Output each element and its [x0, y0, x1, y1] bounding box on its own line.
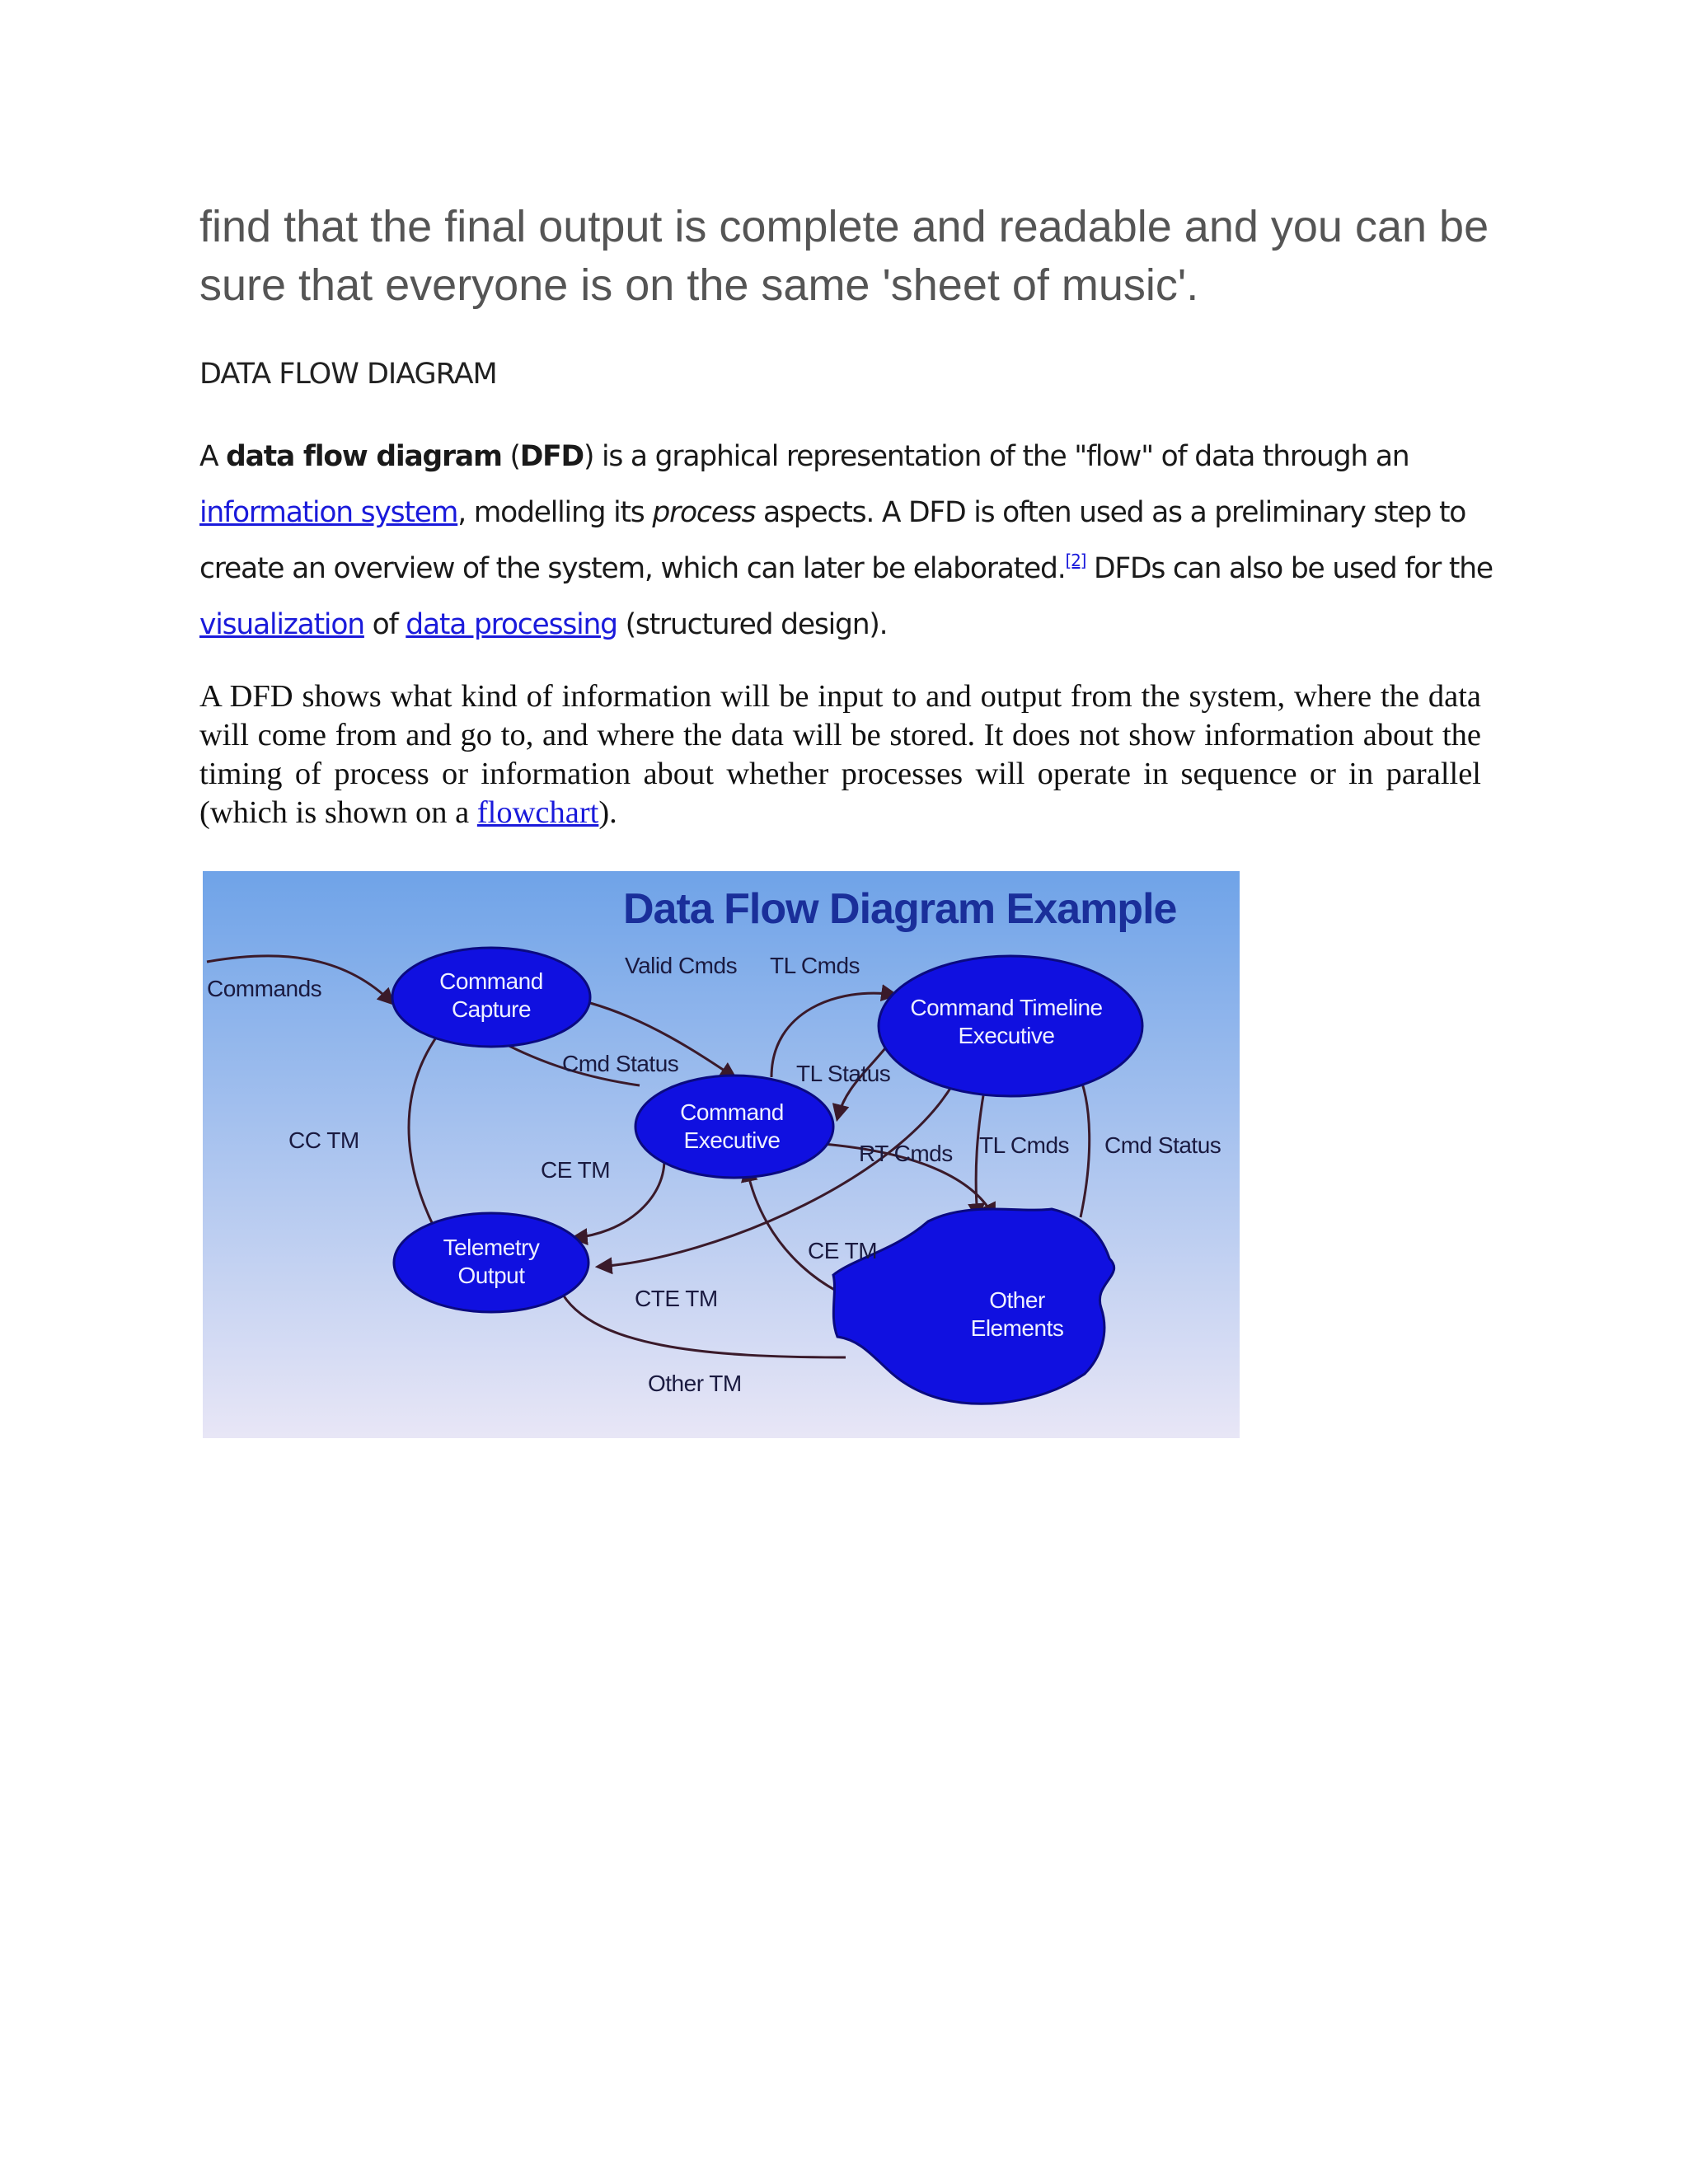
node-label-command-capture-line1: Command	[439, 968, 543, 994]
data-flow-diagram-figure	[203, 871, 1240, 1438]
node-label-command-executive-line1: Command	[680, 1099, 784, 1125]
text-run: , modelling its	[457, 496, 653, 529]
flow-label-cmd-status-right: Cmd Status	[1104, 1132, 1221, 1158]
text-run: A	[199, 440, 227, 473]
diagram-title: Data Flow Diagram Example	[623, 885, 1177, 933]
text-run: ).	[598, 795, 617, 830]
bold-abbreviation: DFD	[519, 440, 584, 473]
reference-link[interactable]: [2]	[1065, 551, 1086, 570]
node-label-telemetry-output-line2: Output	[457, 1263, 525, 1288]
link-information-system[interactable]: information system	[199, 496, 458, 529]
node-label-other-elements-line2: Elements	[970, 1315, 1064, 1341]
dfd-definition-paragraph	[199, 429, 1502, 653]
node-label-command-capture-line2: Capture	[451, 996, 532, 1022]
text-run: aspects. A DFD is often used as a preliminary step to create an overview of the system, which can later be elaborated.	[199, 496, 1466, 585]
flow-label-rt-cmds: RT Cmds	[859, 1141, 953, 1166]
lead-paragraph: find that the final output is complete and readable and you can be sure that everyone is on the same 'sheet of music'.	[199, 202, 1489, 310]
flow-label-tl-cmds-top: TL Cmds	[770, 953, 860, 978]
flow-label-tl-cmds-right: TL Cmds	[979, 1132, 1070, 1158]
bold-term: data flow diagram	[226, 440, 502, 473]
text-run: (	[501, 440, 520, 473]
link-data-processing[interactable]: data processing	[406, 608, 617, 641]
flow-label-tl-status: TL Status	[796, 1061, 891, 1086]
section-heading: DATA FLOW DIAGRAM	[199, 358, 497, 391]
flow-label-cmd-status-left: Cmd Status	[562, 1051, 679, 1076]
flow-label-valid-cmds: Valid Cmds	[625, 953, 738, 978]
flow-label-other-tm: Other TM	[648, 1371, 742, 1396]
text-run: A DFD shows what kind of information will be input to and output from the system, where the data will come from and go to, and where the data will be stored. It does not show information about the timing of process or information about whether processes will operate in sequence or in parallel (which is shown on a	[199, 679, 1481, 830]
node-label-command-executive-line2: Executive	[683, 1127, 781, 1153]
link-flowchart[interactable]: flowchart	[476, 795, 599, 830]
diagram-canvas	[203, 871, 1240, 1438]
link-visualization[interactable]: visualization	[199, 608, 364, 641]
node-label-command-timeline-executive-line1: Command Timeline	[910, 995, 1103, 1020]
node-label-command-timeline-executive-line2: Executive	[958, 1023, 1055, 1048]
flow-label-ce-tm-bottom: CE TM	[808, 1238, 878, 1263]
text-run: of	[363, 608, 406, 641]
node-command-executive	[635, 1076, 833, 1178]
node-label-other-elements-line1: Other	[989, 1287, 1045, 1313]
flow-label-commands: Commands	[207, 976, 322, 1001]
text-run: ) is a graphical representation of the "flow" of data through an	[583, 440, 1409, 473]
flow-label-ce-tm-left: CE TM	[541, 1157, 611, 1183]
text-run: DFDs can also be used for the	[1085, 552, 1493, 585]
text-run: (structured design).	[617, 608, 888, 641]
dfd-description-paragraph	[199, 677, 1481, 832]
flow-label-cc-tm: CC TM	[288, 1127, 359, 1153]
flow-label-cte-tm: CTE TM	[635, 1286, 718, 1311]
node-label-telemetry-output-line1: Telemetry	[443, 1235, 540, 1260]
italic-term: process	[652, 496, 756, 529]
